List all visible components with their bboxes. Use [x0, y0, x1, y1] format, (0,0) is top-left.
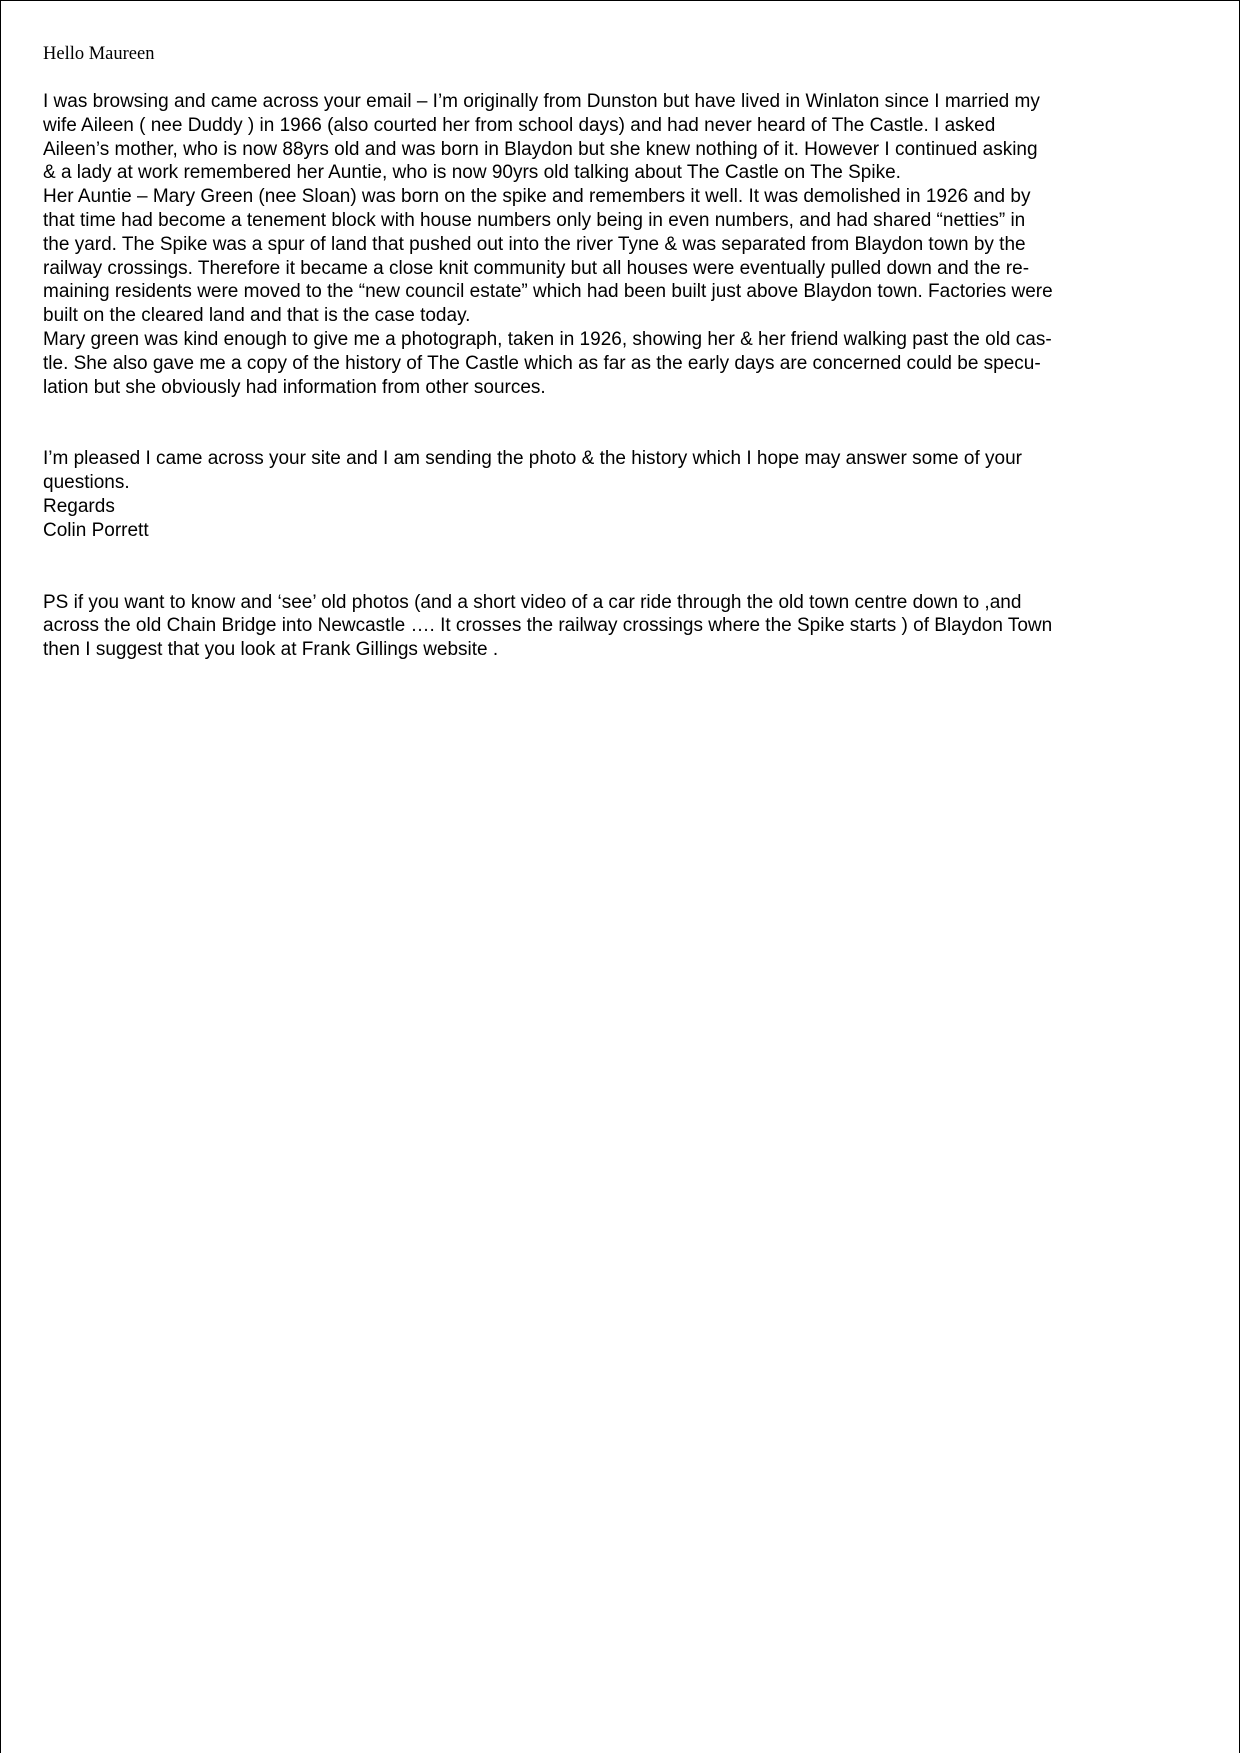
text-line: that time had become a tenement block with house numbers only being in even numbers, and had shared “netties” in [43, 209, 1026, 231]
text-line: wife Aileen ( nee Duddy ) in 1966 (also courted her from school days) and had never heard of The Castle. I asked [43, 114, 996, 136]
text-line: tle. She also gave me a copy of the history of The Castle which as far as the early days are concerned could be specu- [43, 352, 1041, 374]
paragraph-main [43, 90, 1163, 399]
text-line: PS if you want to know and ‘see’ old photos (and a short video of a car ride through the old town centre down to ,and [43, 591, 1022, 613]
spacer [43, 399, 1163, 447]
paragraph-postscript [43, 591, 1163, 662]
text-line: lation but she obviously had information from other sources. [43, 376, 546, 398]
text-line: the yard. The Spike was a spur of land that pushed out into the river Tyne & was separated from Blaydon town by the [43, 233, 1026, 255]
text-line: Mary green was kind enough to give me a photograph, taken in 1926, showing her & her friend walking past the old cas- [43, 328, 1052, 350]
text-line: I was browsing and came across your email – I’m originally from Dunston but have lived in Winlaton since I married my [43, 91, 1040, 112]
spacer [43, 543, 1163, 591]
text-line: questions. [43, 472, 130, 494]
text-line: Her Auntie – Mary Green (nee Sloan) was born on the spike and remembers it well. It was demolished in 1926 and by [43, 186, 1031, 208]
paragraph-closing [43, 447, 1163, 542]
signature-name: Colin Porrett [43, 519, 149, 541]
text-line: then I suggest that you look at Frank Gillings website . [43, 639, 499, 661]
text-line: Aileen’s mother, who is now 88yrs old and was born in Blaydon but she knew nothing of it. However I continued asking [43, 138, 1038, 160]
text-line: railway crossings. Therefore it became a close knit community but all houses were eventually pulled down and the re- [43, 257, 1030, 279]
text-line: across the old Chain Bridge into Newcastle …. It crosses the railway crossings where the Spike starts ) of Blaydon Town [43, 615, 1053, 637]
letter-body [43, 42, 1163, 662]
letter-greeting: Hello Maureen [43, 44, 155, 64]
text-line: built on the cleared land and that is the case today. [43, 305, 471, 327]
signoff: Regards [43, 495, 115, 517]
text-line: maining residents were moved to the “new council estate” which had been built just above Blaydon town. Factories were [43, 281, 1053, 303]
text-line: & a lady at work remembered her Auntie, who is now 90yrs old talking about The Castle on The Spike. [43, 162, 901, 184]
text-line: I’m pleased I came across your site and I am sending the photo & the history which I hope may answer some of your [43, 448, 1022, 470]
